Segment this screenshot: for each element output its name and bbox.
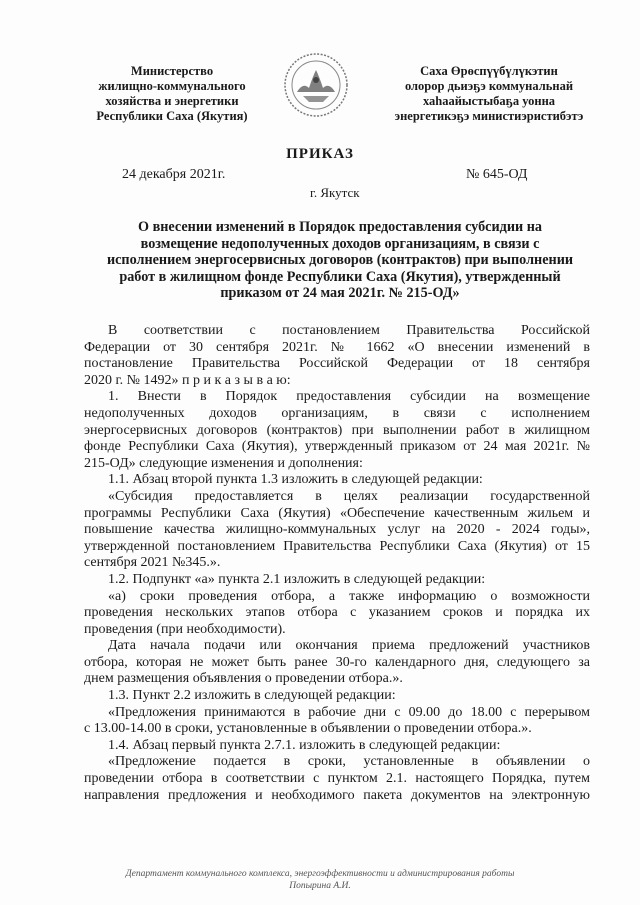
ministry-name-russian [72,64,272,124]
body-line: 2020 г. № 1492» п р и к а з ы в а ю: [84,372,291,388]
document-date: 24 декабря 2021г. [122,167,226,182]
header-left-line: Республики Саха (Якутия) [96,109,248,123]
body-line: утвержденной постановлением Правительства Республики Саха (Якутия) от 15 [84,538,590,554]
body-line: 1.4. Абзац первый пункта 2.7.1. изложить в следующей редакции: [108,737,501,753]
body-line: «Предложение подается в сроки, установленные в объявлении о [108,754,590,770]
body-line: 1.1. Абзац второй пункта 1.3 изложить в следующей редакции: [108,472,483,488]
body-line: проведения (при необходимости). [84,621,286,637]
body-line: отбора, которая не может быть ранее 30-го календарного дня, следующего за [84,654,590,670]
body-line: «Предложения принимаются в рабочие дни с 09.00 до 18.00 с перерывом [108,704,590,720]
header-left-line: Министерство [130,64,214,78]
subject-line: работ в жилищном фонде Республики Саха (Якутия), утвержденный [119,268,561,285]
body-line: днем размещения объявления о проведении отбора.». [84,671,403,687]
subject-line: О внесении изменений в Порядок предоставления субсидии на [137,219,542,235]
body-line: сентября 2021 №345.». [84,555,221,571]
footer-note [60,868,580,892]
body-line: В соответствии с постановлением Правительства Российской [108,323,590,338]
body-line: 215-ОД» следующие изменения и дополнения: [84,455,363,471]
header-right-line: энергетикэҕэ министиэристибэтэ [394,109,584,123]
body-line: «а) сроки проведения отбора, а также информацию о возможности [108,588,590,604]
body-line: повышение качества жилищно-коммунальных услуг на 2020 - 2024 годы», [84,522,590,538]
header-left-line: жилищно-коммунального [98,79,246,93]
body-line: энергосервисных договоров (контрактов) при выполнении работ в жилищном [84,422,590,438]
body-line: проведения нескольких этапов отбора с указанием сроков и порядка их [84,605,590,621]
body-line: недополученных доходов организациям, в связи с исполнением [84,405,590,421]
order-body [84,323,590,804]
body-line: Дата начала подачи или окончания приема предложений участников [108,638,590,654]
header-right-line: Саха Өрөспүүбүлүкэтин [420,64,558,78]
header-right-line: олорор дьиэҕэ коммунальнай [404,79,574,93]
order-subject [100,219,580,302]
body-line: 1. Внести в Порядок предоставления субсидии на возмещение [108,389,590,405]
body-line: Федерации от 30 сентября 2021г. № 1662 «О внесении изменений в [84,339,590,355]
footer-author: Попырина А.И. [289,881,351,891]
header-right-line: хаһаайыстыбаҕа уонна [422,94,556,108]
document-title: ПРИКАЗ [286,146,354,162]
body-line: проведении отбора в соответствии с пунктом 2.1. настоящего Порядка, путем [84,771,590,787]
body-line: постановление Правительства Российской Федерации от 18 сентября [84,356,590,372]
body-line: направления предложения и необходимого пакета документов на электронную [84,787,590,803]
subject-line: исполнением энергосервисных договоров (контрактов) при выполнении [106,252,574,269]
body-line: фонде Республики Саха (Якутия), утвержденный приказом от 24 мая 2021г. № [84,439,590,455]
subject-line: возмещение недополученных доходов организациям, в связи с [140,235,540,252]
body-line: программы Республики Саха (Якутия) «Обеспечение качественным жильем и [84,505,590,521]
body-line: 1.3. Пункт 2.2 изложить в следующей редакции: [108,688,396,704]
body-line: 1.2. Подпункт «а» пункта 2.1 изложить в следующей редакции: [108,571,486,587]
document-number: № 645-ОД [466,167,528,182]
header-left-line: хозяйства и энергетики [105,94,239,108]
body-line: с 13.00-14.00 в сроки, установленные в объявлении о проведении отбора.». [84,721,532,737]
subject-line: приказом от 24 мая 2021г. № 215-ОД» [220,285,460,302]
footer-department: Департамент коммунального комплекса, энергоэффективности и администрирования работы [125,869,515,879]
document-city: г. Якутск [310,185,360,200]
ministry-name-yakut [372,64,606,124]
coat-of-arms-emblem-icon [283,52,349,118]
body-line: «Субсидия предоставляется в целях реализации государственной [108,488,590,504]
